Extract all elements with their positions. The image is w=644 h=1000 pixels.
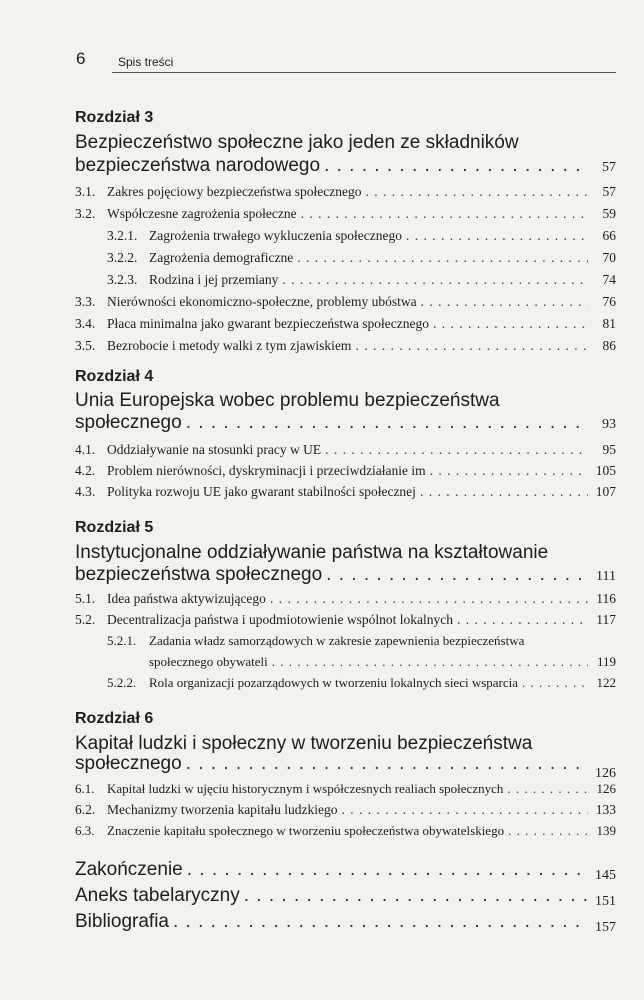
section-page: 122 bbox=[596, 675, 616, 690]
section-number: 6.2. bbox=[75, 802, 96, 817]
section-title-line-1: Zadania władz samorządowych w zakresie zapewnienia bezpieczeństwa bbox=[149, 633, 525, 648]
section-title: Płaca minimalna jako gwarant bezpieczeństwa społecznego bbox=[107, 316, 429, 331]
toc-entry-3-2-2[interactable] bbox=[107, 250, 616, 266]
section-page: 126 bbox=[596, 781, 616, 796]
dot-leader bbox=[324, 155, 588, 177]
chapter-3-title-line-1: Bezpieczeństwo społeczne jako jeden ze składników bbox=[75, 132, 519, 153]
section-title: Decentralizacja państwa i upodmiotowienie wspólnot lokalnych bbox=[107, 612, 454, 627]
section-page: 66 bbox=[602, 228, 616, 243]
section-number: 3.5. bbox=[75, 338, 96, 353]
section-title: Problem nierówności, dyskryminacji i przeciwdziałanie im bbox=[107, 463, 426, 478]
section-number: 5.1. bbox=[75, 591, 96, 606]
chapter-6-title-line-1: Kapitał ludzki i społeczny w tworzeniu bezpieczeństwa bbox=[75, 733, 533, 754]
section-title: Rola organizacji pozarządowych w tworzeniu lokalnych sieci wsparcia bbox=[149, 675, 519, 690]
chapter-6-title-entry[interactable] bbox=[75, 753, 616, 781]
section-page: 105 bbox=[595, 463, 616, 478]
dot-leader bbox=[173, 911, 588, 933]
dot-leader bbox=[342, 802, 588, 818]
chapter-3-page: 57 bbox=[602, 160, 616, 175]
toc-entry-6-3[interactable] bbox=[75, 823, 616, 839]
toc-entry-6-2[interactable] bbox=[75, 802, 616, 818]
section-number: 3.2.3. bbox=[107, 272, 138, 287]
dot-leader bbox=[522, 675, 588, 691]
section-number: 5.2. bbox=[75, 612, 96, 627]
section-title: Współczesne zagrożenia społeczne bbox=[107, 206, 297, 221]
section-title: Idea państwa aktywizującego bbox=[107, 591, 266, 606]
section-number: 3.2. bbox=[75, 206, 96, 221]
section-title: Nierówności ekonomiczno-społeczne, problemy ubóstwa bbox=[107, 294, 417, 309]
toc-entry-zakonczenie[interactable] bbox=[75, 859, 616, 881]
toc-entry-bibliografia[interactable] bbox=[75, 911, 616, 933]
toc-entry-5-2-1-line-1[interactable] bbox=[107, 633, 524, 649]
chapter-4-page: 93 bbox=[602, 417, 616, 432]
section-number: 3.2.1. bbox=[107, 228, 138, 243]
dot-leader bbox=[187, 859, 588, 881]
section-number: 3.4. bbox=[75, 316, 96, 331]
dot-leader bbox=[186, 753, 588, 775]
dot-leader bbox=[508, 823, 588, 839]
toc-entry-5-2-2[interactable] bbox=[107, 675, 616, 691]
toc-entry-3-1[interactable] bbox=[75, 184, 616, 200]
dot-leader bbox=[406, 228, 588, 244]
section-title: Zagrożenia demograficzne bbox=[149, 250, 294, 265]
running-header: Spis treści bbox=[118, 55, 174, 69]
dot-leader bbox=[297, 250, 588, 266]
chapter-3-label: Rozdział 3 bbox=[75, 109, 154, 126]
section-page: 74 bbox=[602, 272, 616, 287]
toc-entry-4-3[interactable] bbox=[75, 484, 616, 500]
chapter-5-page: 111 bbox=[596, 569, 616, 584]
chapter-4-label: Rozdział 4 bbox=[75, 368, 154, 385]
section-page: 95 bbox=[602, 442, 616, 457]
toc-entry-aneks[interactable] bbox=[75, 885, 616, 907]
chapter-5-title-line-1: Instytucjonalne oddziaływanie państwa na kształtowanie bbox=[75, 542, 549, 563]
chapter-6-label: Rozdział 6 bbox=[75, 710, 154, 727]
toc-entry-3-3[interactable] bbox=[75, 294, 616, 310]
section-number: 3.1. bbox=[75, 184, 96, 199]
chapter-3-title-line-2: bezpieczeństwa narodowego bbox=[75, 155, 321, 176]
section-number: 4.2. bbox=[75, 463, 96, 478]
chapter-5-title-entry[interactable] bbox=[75, 564, 616, 588]
section-title: Zagrożenia trwałego wykluczenia społecznego bbox=[149, 228, 403, 243]
section-title: Zakres pojęciowy bezpieczeństwa społecznego bbox=[107, 184, 362, 199]
chapter-6-page: 126 bbox=[595, 766, 616, 781]
dot-leader bbox=[420, 484, 588, 500]
section-page: 57 bbox=[602, 184, 616, 199]
chapter-4-title-entry[interactable] bbox=[75, 412, 616, 436]
section-number: 4.3. bbox=[75, 484, 96, 499]
toc-entry-5-1[interactable] bbox=[75, 591, 616, 607]
section-title: Kapitał ludzki w ujęciu historycznym i współczesnych realiach społecznych bbox=[107, 781, 504, 796]
page-number: 6 bbox=[76, 49, 86, 68]
end-matter-title: Zakończenie bbox=[75, 859, 183, 880]
toc-entry-3-2-3[interactable] bbox=[107, 272, 616, 288]
toc-entry-6-1[interactable] bbox=[75, 781, 616, 797]
section-page: 119 bbox=[596, 654, 616, 669]
section-number: 3.2.2. bbox=[107, 250, 138, 265]
dot-leader bbox=[430, 463, 588, 479]
dot-leader bbox=[366, 184, 588, 200]
toc-entry-5-2-1-line-2[interactable] bbox=[149, 654, 616, 670]
dot-leader bbox=[326, 564, 588, 586]
section-page: 117 bbox=[596, 612, 616, 627]
section-page: 59 bbox=[602, 206, 616, 221]
end-matter-page: 157 bbox=[595, 920, 616, 935]
section-title: Polityka rozwoju UE jako gwarant stabilności społecznej bbox=[107, 484, 416, 499]
section-number: 5.2.2. bbox=[107, 675, 137, 690]
section-title: Oddziaływanie na stosunki pracy w UE bbox=[107, 442, 322, 457]
dot-leader bbox=[244, 885, 588, 907]
section-title: Rodzina i jej przemiany bbox=[149, 272, 279, 287]
dot-leader bbox=[433, 316, 588, 332]
section-number: 5.2.1. bbox=[107, 633, 137, 648]
section-page: 76 bbox=[602, 294, 616, 309]
chapter-6-title-line-2: społecznego bbox=[75, 753, 182, 774]
end-matter-page: 145 bbox=[595, 868, 616, 883]
section-title: Bezrobocie i metody walki z tym zjawiskiem bbox=[107, 338, 352, 353]
section-page: 133 bbox=[595, 802, 616, 817]
section-title: Mechanizmy tworzenia kapitału ludzkiego bbox=[107, 802, 338, 817]
toc-entry-3-5[interactable] bbox=[75, 338, 616, 354]
section-page: 86 bbox=[602, 338, 616, 353]
dot-leader bbox=[282, 272, 588, 288]
chapter-5-label: Rozdział 5 bbox=[75, 519, 154, 536]
end-matter-page: 151 bbox=[595, 894, 616, 909]
toc-entry-5-2[interactable] bbox=[75, 612, 616, 628]
section-page: 107 bbox=[595, 484, 616, 499]
dot-leader bbox=[457, 612, 588, 628]
toc-entry-3-4[interactable] bbox=[75, 316, 616, 332]
toc-entry-3-2-1[interactable] bbox=[107, 228, 616, 244]
section-number: 6.1. bbox=[75, 781, 95, 796]
section-page: 139 bbox=[596, 823, 616, 838]
section-page: 116 bbox=[596, 591, 616, 606]
end-matter-title: Aneks tabelaryczny bbox=[75, 885, 240, 906]
section-number: 6.3. bbox=[75, 823, 95, 838]
toc-entry-4-1[interactable] bbox=[75, 442, 616, 458]
toc-entry-3-2[interactable] bbox=[75, 206, 616, 222]
dot-leader bbox=[186, 412, 588, 434]
section-title: Znaczenie kapitału społecznego w tworzeniu społeczeństwa obywatelskiego bbox=[107, 823, 505, 838]
dot-leader bbox=[325, 442, 588, 458]
header-rule bbox=[112, 72, 616, 73]
chapter-3-title-entry[interactable] bbox=[75, 155, 616, 179]
dot-leader bbox=[301, 206, 588, 222]
chapter-5-title-line-2: bezpieczeństwa społecznego bbox=[75, 564, 323, 585]
section-number: 3.3. bbox=[75, 294, 96, 309]
end-matter-title: Bibliografia bbox=[75, 911, 169, 932]
section-page: 81 bbox=[602, 316, 616, 331]
chapter-4-title-line-2: społecznego bbox=[75, 412, 182, 433]
dot-leader bbox=[272, 654, 588, 670]
section-title-line-2: społecznego obywateli bbox=[149, 654, 268, 669]
dot-leader bbox=[507, 781, 588, 797]
dot-leader bbox=[421, 294, 588, 310]
chapter-4-title-line-1: Unia Europejska wobec problemu bezpieczeństwa bbox=[75, 390, 500, 411]
toc-entry-4-2[interactable] bbox=[75, 463, 616, 479]
dot-leader bbox=[270, 591, 588, 607]
section-page: 70 bbox=[602, 250, 616, 265]
section-number: 4.1. bbox=[75, 442, 96, 457]
dot-leader bbox=[355, 338, 588, 354]
